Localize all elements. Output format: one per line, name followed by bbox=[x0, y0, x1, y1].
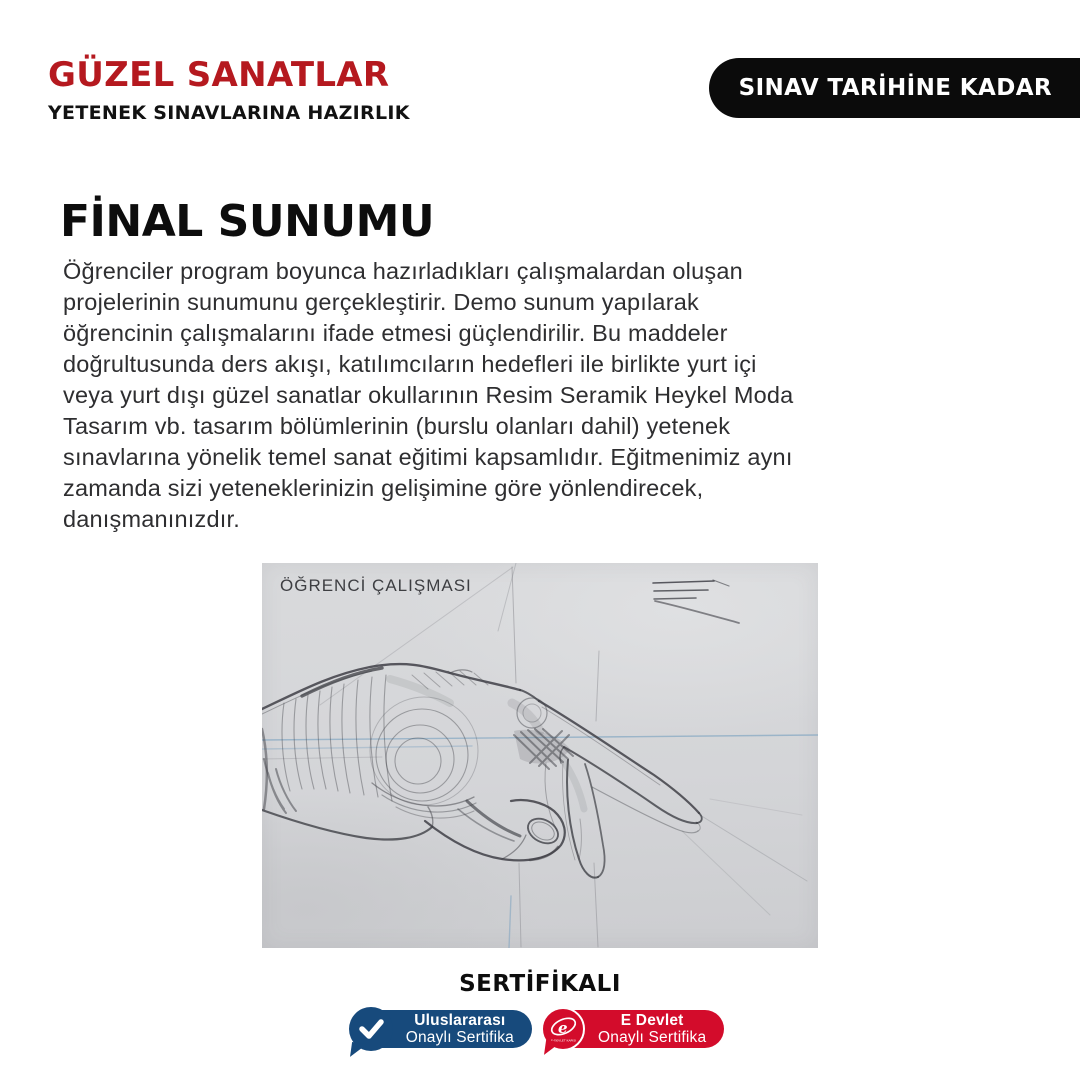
badge-subtitle: Onaylı Sertifika bbox=[598, 1029, 707, 1046]
brand-title: GÜZEL SANATLAR bbox=[48, 55, 390, 95]
deadline-ribbon-label: SINAV TARİHİNE KADAR bbox=[738, 75, 1052, 101]
badge-title: E Devlet bbox=[620, 1012, 684, 1029]
badge-title: Uluslararası bbox=[414, 1012, 506, 1029]
deadline-ribbon bbox=[709, 58, 1080, 118]
edevlet-icon bbox=[541, 1007, 585, 1051]
badge-subtitle: Onaylı Sertifika bbox=[405, 1029, 514, 1046]
svg-text:E-DEVLET KAPISI: E-DEVLET KAPISI bbox=[550, 1038, 576, 1042]
certificates-title: SERTİFİKALI bbox=[459, 971, 621, 997]
svg-text:e: e bbox=[557, 1018, 568, 1037]
page-title: FİNAL SUNUMU bbox=[60, 196, 435, 247]
badge-international-certificate bbox=[356, 1010, 532, 1048]
check-icon bbox=[349, 1007, 393, 1051]
photo-label: ÖĞRENCİ ÇALIŞMASI bbox=[280, 576, 472, 595]
hand-pencil-sketch bbox=[262, 563, 818, 948]
badge-edevlet-certificate bbox=[548, 1010, 724, 1048]
body-paragraph: Öğrenciler program boyunca hazırladıkları çalışmalardan oluşan projelerinin sunumunu gerçekleştirir. Demo sunum yapılarak öğrencinin çalışmalarını ifade etmesi güçlendirilir. Bu maddeler doğrultusunda ders akışı, katılımcıların hedefleri ile birlikte yurt içi veya yurt dışı güzel sanatlar okullarının Resim Seramik Heykel Moda Tasarım vb. tasarım bölümlerinin (burslu olanları dahil) yetenek sınavlarına yönelik temel sanat eğitimi kapsamlıdır. Eğitmenimiz aynı zamanda sizi yeteneklerinizin gelişimine göre yönlendirecek, danışmanınızdır. bbox=[63, 258, 794, 532]
brand-subtitle: YETENEK SINAVLARINA HAZIRLIK bbox=[48, 102, 410, 124]
certificate-badges bbox=[0, 1010, 1080, 1048]
student-work-photo bbox=[262, 563, 818, 948]
